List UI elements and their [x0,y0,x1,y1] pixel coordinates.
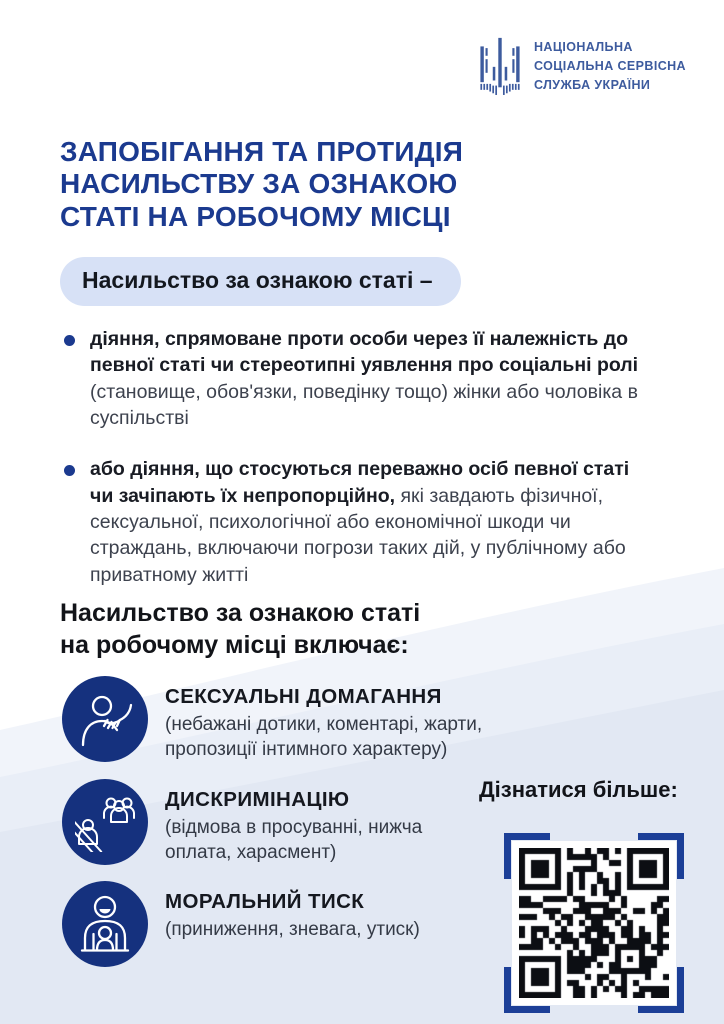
title-line: СТАТІ НА РОБОЧОМУ МІСЦІ [60,200,451,232]
qr-code [512,841,676,1005]
item-text [165,779,457,865]
bullet-dot-icon [64,465,75,476]
qr-frame [504,833,684,1013]
bullet-text [90,326,652,431]
item-title: МОРАЛЬНИЙ ТИСК [165,890,365,913]
bullet-normal-text: які завдають фізичної, сексуальної, психологічної або економічної шкоди чи страждань, включаючи погрози таких дій, у публічному або приватному житті [90,484,626,586]
title-line: ЗАПОБІГАННЯ ТА ПРОТИДІЯ [60,136,464,167]
list-item-moral-pressure [62,881,420,967]
definition-badge: Насильство за ознакою статі – [60,257,461,306]
section-heading-line: Насильство за ознакою статі [60,599,421,627]
bullet-dot-icon [64,335,75,346]
bullet-bold-text: або діяння, що стосуються переважно осіб певної статі чи зачіпають їх непропорційно, [90,458,630,507]
org-name-line: НАЦІОНАЛЬНА [534,39,633,54]
definition-bullet [64,456,652,588]
definition-bullet [64,326,652,431]
org-name-line: СОЦІАЛЬНА СЕРВІСНА [534,58,686,73]
moral-pressure-icon [62,881,148,967]
org-logo [477,33,686,99]
list-item-discrimination [62,779,457,865]
definition-list [64,326,652,613]
bullet-text [90,456,652,588]
item-description: (приниження, зневага, утиск) [165,919,420,940]
org-name [534,38,686,95]
item-text [165,881,420,943]
item-description: (відмова в просуванні, нижча оплата, харасмент) [165,817,423,863]
item-title: СЕКСУАЛЬНІ ДОМАГАННЯ [165,685,442,708]
tryzub-bars-icon [477,33,523,99]
org-name-line: СЛУЖБА УКРАЇНИ [534,77,651,92]
learn-more-label: Дізнатися більше: [479,777,678,802]
bullet-bold-text: діяння, спрямоване проти особи через її належність до певної статі чи стереотипні уявлення про соціальні ролі [90,328,639,377]
page-title [60,136,463,233]
title-line: НАСИЛЬСТВУ ЗА ОЗНАКОЮ [60,168,458,200]
section-heading [60,597,420,661]
list-item-sexual-harassment [62,676,513,762]
sexual-harassment-icon [62,676,148,762]
item-description: (небажані дотики, коментарі, жарти, пропозиції інтимного характеру) [165,714,483,760]
bullet-normal-text: (становище, обов'язки, поведінку тощо) жінки або чоловіка в суспільстві [90,380,638,429]
discrimination-icon [62,779,148,865]
section-heading-line: на робочому місці включає: [60,631,409,659]
item-text [165,676,513,762]
item-title: ДИСКРИМІНАЦІЮ [165,788,350,811]
